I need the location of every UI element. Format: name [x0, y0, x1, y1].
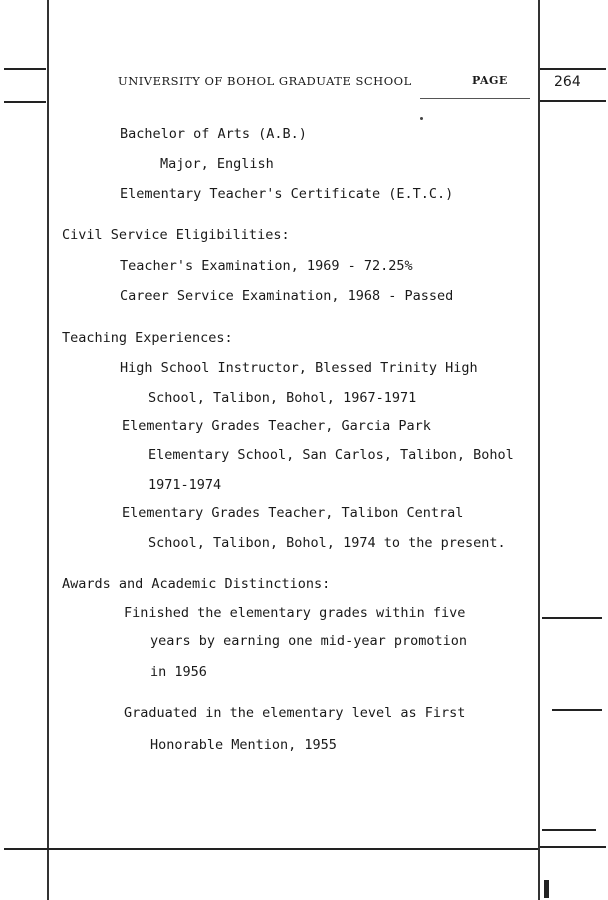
footer-rule-right — [540, 846, 606, 848]
experience-line: School, Talibon, Bohol, 1967-1971 — [148, 390, 417, 406]
degree-line: Bachelor of Arts (A.B.) — [120, 126, 307, 142]
header-title: UNIVERSITY OF BOHOL GRADUATE SCHOOL — [118, 74, 412, 88]
bottom-right-mark — [544, 880, 549, 898]
header-rule-top-right — [540, 68, 606, 70]
experience-line: High School Instructor, Blessed Trinity High — [120, 360, 478, 376]
major-line: Major, English — [160, 156, 274, 172]
eligibility-line: Teacher's Examination, 1969 - 72.25% — [120, 258, 413, 274]
margin-tick-2 — [552, 709, 602, 711]
margin-tick-1 — [542, 617, 602, 619]
experience-line: 1971-1974 — [148, 477, 222, 493]
award-line: years by earning one mid-year promotion — [150, 633, 467, 649]
experience-line: Elementary Grades Teacher, Talibon Central — [122, 505, 464, 521]
page-number: 264 — [554, 74, 581, 90]
footer-rule — [4, 848, 538, 850]
experience-line: School, Talibon, Bohol, 1974 to the present. — [148, 535, 506, 551]
eligibility-line: Career Service Examination, 1968 - Passed — [120, 288, 454, 304]
header-rule-bottom-left — [4, 101, 46, 103]
stray-mark — [420, 117, 423, 120]
header-rule-top-left — [4, 68, 46, 70]
left-margin-line — [47, 0, 49, 900]
section-heading-awards: Awards and Academic Distinctions: — [62, 576, 331, 592]
header-rule-bottom-right — [540, 100, 606, 102]
section-heading-eligibilities: Civil Service Eligibilities: — [62, 227, 290, 243]
experience-line: Elementary School, San Carlos, Talibon, Bohol — [148, 447, 514, 463]
experience-line: Elementary Grades Teacher, Garcia Park — [122, 418, 431, 434]
award-line: Honorable Mention, 1955 — [150, 737, 337, 753]
certificate-line: Elementary Teacher's Certificate (E.T.C.) — [120, 186, 454, 202]
header-page-label: PAGE — [472, 74, 508, 87]
award-line: in 1956 — [150, 664, 207, 680]
margin-tick-3 — [542, 829, 596, 831]
award-line: Finished the elementary grades within five — [124, 605, 466, 621]
right-margin-line — [538, 0, 540, 900]
header-underline — [420, 98, 530, 99]
award-line: Graduated in the elementary level as First — [124, 705, 466, 721]
section-heading-experiences: Teaching Experiences: — [62, 330, 233, 346]
